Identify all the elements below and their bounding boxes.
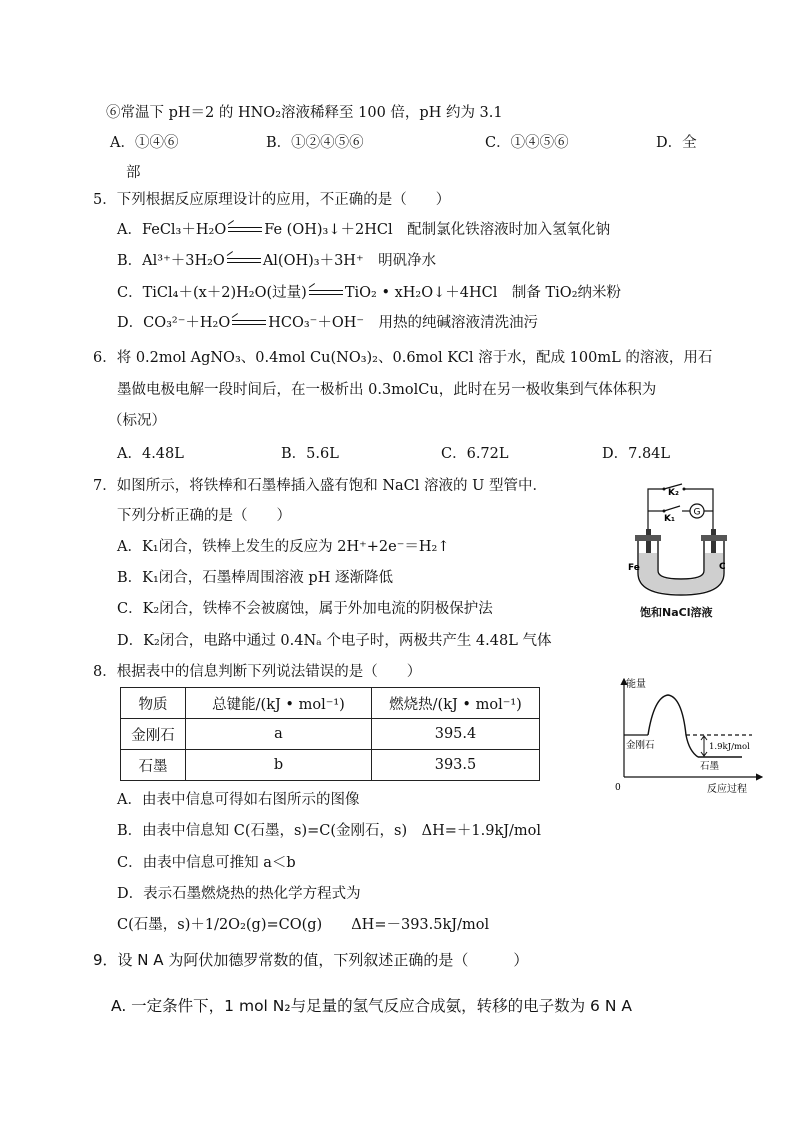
table-row xyxy=(121,719,540,750)
q9-option-a: A. 一定条件下，1 mol N₂与足量的氢气反应合成氨，转移的电子数为 6 N A xyxy=(111,997,632,1015)
q5-option-a xyxy=(117,220,610,240)
c-label: C xyxy=(719,562,726,572)
reversible-arrow-icon xyxy=(309,288,343,298)
diamond-label: 金刚石 xyxy=(626,740,655,751)
q6-line1: 6．将 0.2mol AgNO₃、0.4mol Cu(NO₃)₂、0.6mol KCl 溶于水，配成 100mL 的溶液，用石 xyxy=(93,350,713,366)
q5-option-b xyxy=(117,251,436,271)
q5-b-products: Al(OH)₃＋3H⁺ 明矾净水 xyxy=(262,253,437,269)
q5-b-reactants: B．Al³⁺＋3H₂O xyxy=(117,253,225,269)
q8-option-d-equation: C(石墨，s)＋1/2O₂(g)=CO(g) ΔH=－393.5kJ/mol xyxy=(117,917,490,933)
q5-d-reactants: D．CO₃²⁻＋H₂O xyxy=(117,315,231,331)
q5-d-products: HCO₃⁻＋OH⁻ 用热的纯碱溶液清洗油污 xyxy=(268,315,539,331)
x-axis-label: 反应过程 xyxy=(707,784,747,795)
table-cell: 395.4 xyxy=(372,719,540,750)
q7-option-c: C．K₂闭合，铁棒不会被腐蚀，属于外加电流的阴极保护法 xyxy=(117,601,493,617)
q7-line2: 下列分析正确的是（ ） xyxy=(117,508,291,524)
q6-option-d: D．7.84L xyxy=(602,446,671,462)
q4-option-d-cont: 部 xyxy=(126,165,141,181)
reaction-curve xyxy=(648,695,698,757)
table-header-cell: 总键能/(kJ • mol⁻¹) xyxy=(186,688,372,719)
q7-option-d: D．K₂闭合，电路中通过 0.4Nₐ 个电子时，两极共产生 4.48L 气体 xyxy=(117,633,552,649)
q4-option-b: B．①②④⑤⑥ xyxy=(266,135,364,151)
q4-option-a: A．①④⑥ xyxy=(110,135,179,151)
q5-a-products: Fe (OH)₃↓＋2HCl 配制氯化铁溶液时加入氢氧化钠 xyxy=(264,222,611,238)
q6-option-c: C．6.72L xyxy=(441,446,509,462)
nacl-caption: 饱和NaCl溶液 xyxy=(640,606,713,619)
table-row xyxy=(121,750,540,781)
q5-stem: 5．下列根据反应原理设计的应用，不正确的是（ ） xyxy=(93,192,451,208)
q4-option-d: D．全 xyxy=(656,135,697,151)
energy-diagram xyxy=(612,673,772,795)
q7-option-a: A．K₁闭合，铁棒上发生的反应为 2H⁺+2e⁻＝H₂↑ xyxy=(117,539,450,555)
reversible-arrow-icon xyxy=(232,318,266,328)
table-header-row xyxy=(121,688,540,719)
q8-option-b: B．由表中信息知 C(石墨，s)=C(金刚石，s) ΔH=＋1.9kJ/mol xyxy=(117,823,542,839)
q6-option-a: A．4.48L xyxy=(117,446,184,462)
reversible-arrow-icon xyxy=(228,225,262,235)
reversible-arrow-icon xyxy=(227,256,261,266)
origin-label: 0 xyxy=(615,783,621,793)
q8-option-d: D．表示石墨燃烧热的热化学方程式为 xyxy=(117,886,361,902)
q5-c-reactants: C．TiCl₄＋(x＋2)H₂O(过量) xyxy=(117,285,307,301)
table-header-cell: 物质 xyxy=(121,688,186,719)
table-cell: b xyxy=(186,750,372,781)
q5-option-d xyxy=(117,313,538,333)
q6-option-b: B．5.6L xyxy=(281,446,339,462)
table-header-cell: 燃烧热/(kJ • mol⁻¹) xyxy=(372,688,540,719)
k1-label: K₁ xyxy=(664,514,675,524)
q8-option-a: A．由表中信息可得如右图所示的图像 xyxy=(117,792,360,808)
q5-a-reactants: A．FeCl₃＋H₂O xyxy=(117,222,227,238)
q5-option-c xyxy=(117,283,621,303)
delta-h-label: 1.9kJ/mol xyxy=(709,742,750,752)
q7-option-b: B．K₁闭合，石墨棒周围溶液 pH 逐渐降低 xyxy=(117,570,393,586)
q8-stem: 8．根据表中的信息判断下列说法错误的是（ ） xyxy=(93,664,422,680)
q5-c-products: TiO₂ • xH₂O↓＋4HCl 制备 TiO₂纳米粉 xyxy=(344,285,622,301)
table-cell: 393.5 xyxy=(372,750,540,781)
q6-line2: 墨做电极电解一段时间后，在一极析出 0.3molCu，此时在另一极收集到气体体积为 xyxy=(117,382,657,398)
q4-option-c: C．①④⑤⑥ xyxy=(485,135,569,151)
k2-label: K₂ xyxy=(668,488,679,498)
fe-label: Fe xyxy=(628,563,640,573)
q7-line1: 7．如图所示，将铁棒和石墨棒插入盛有饱和 NaCl 溶液的 U 型管中． xyxy=(93,478,547,494)
table-cell: 金刚石 xyxy=(121,719,186,750)
q8-option-c: C．由表中信息可推知 a＜b xyxy=(117,855,296,871)
q9-stem: 9．设 N A 为阿伏加德罗常数的值，下列叙述正确的是（ ） xyxy=(93,951,529,969)
q6-line3: （标况） xyxy=(108,413,166,429)
y-axis-label: 能量 xyxy=(626,679,646,690)
bond-energy-table xyxy=(120,687,540,781)
graphite-label: 石墨 xyxy=(700,761,720,772)
q4-item6: ⑥常温下 pH＝2 的 HNO₂溶液稀释至 100 倍，pH 约为 3.1 xyxy=(106,105,503,121)
table-cell: 石墨 xyxy=(121,750,186,781)
table-cell: a xyxy=(186,719,372,750)
g-label: G xyxy=(693,507,701,518)
electrolysis-u-tube-figure xyxy=(628,483,728,603)
